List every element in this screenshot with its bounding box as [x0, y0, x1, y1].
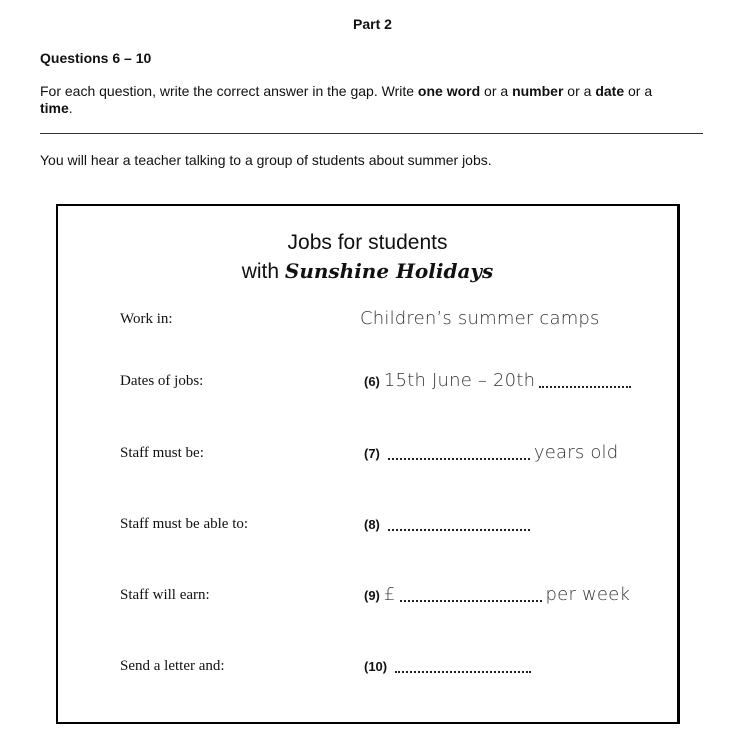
row-dates: [58, 366, 677, 396]
box-title-line-1: Jobs for students: [287, 231, 448, 254]
row-able-to: [58, 509, 677, 539]
answer-gap-7[interactable]: [388, 442, 530, 460]
row-label: Dates of jobs:: [120, 373, 204, 389]
instructions: [40, 83, 700, 117]
box-title: [58, 228, 677, 286]
instr-bold-time: time: [40, 100, 69, 116]
question-number: (9): [364, 588, 380, 603]
answer-gap-9[interactable]: [400, 584, 542, 602]
question-number: (7): [364, 446, 380, 461]
row-label: Work in:: [120, 311, 173, 327]
instr-bold-date: date: [595, 83, 625, 99]
suffix-text: years old: [533, 442, 619, 463]
row-label: Send a letter and:: [120, 658, 225, 674]
box-title-line-2: [58, 257, 677, 286]
intro-text: You will hear a teacher talking to a group of students about summer jobs.: [40, 152, 492, 168]
instr-text-4: or a: [624, 83, 653, 99]
row-answer: [364, 509, 534, 540]
instr-text-1: For each question, write the correct answer in the gap. Write: [40, 83, 418, 99]
instr-text-5: .: [68, 100, 73, 116]
row-earn: [58, 580, 677, 610]
example-answer: Children’s summer camps: [360, 308, 600, 329]
brand-name: Sunshine Holidays: [284, 259, 494, 283]
instr-text-2: or a: [480, 83, 513, 99]
questions-heading: Questions 6 – 10: [40, 50, 152, 66]
instr-text-3: or a: [563, 83, 596, 99]
answer-gap-10[interactable]: [395, 655, 531, 673]
row-answer: [364, 580, 630, 611]
instr-bold-number: number: [512, 83, 564, 99]
row-answer: [364, 438, 618, 469]
currency-symbol: £: [383, 584, 396, 605]
question-number: (8): [364, 517, 380, 532]
row-age: [58, 438, 677, 468]
answer-gap-8[interactable]: [388, 513, 530, 531]
suffix-text: per week: [545, 584, 631, 605]
row-label: Staff must be:: [120, 445, 204, 461]
row-answer: [360, 304, 600, 334]
row-send-letter: [58, 651, 677, 681]
row-label: Staff must be able to:: [120, 516, 249, 532]
instr-bold-one-word: one word: [417, 83, 481, 99]
jobs-notes-box: [56, 204, 680, 724]
divider: [40, 133, 703, 134]
row-work-in: [58, 304, 677, 334]
answer-gap-6[interactable]: [539, 370, 631, 388]
question-number: (6): [364, 374, 380, 389]
question-number: (10): [364, 659, 388, 674]
row-answer: [364, 651, 535, 682]
row-label: Staff will earn:: [120, 587, 210, 603]
part-title: Part 2: [353, 16, 392, 32]
prefill-text: 15th June – 20th: [383, 370, 536, 391]
row-answer: [364, 366, 635, 397]
box-title-prefix: with: [241, 260, 285, 283]
